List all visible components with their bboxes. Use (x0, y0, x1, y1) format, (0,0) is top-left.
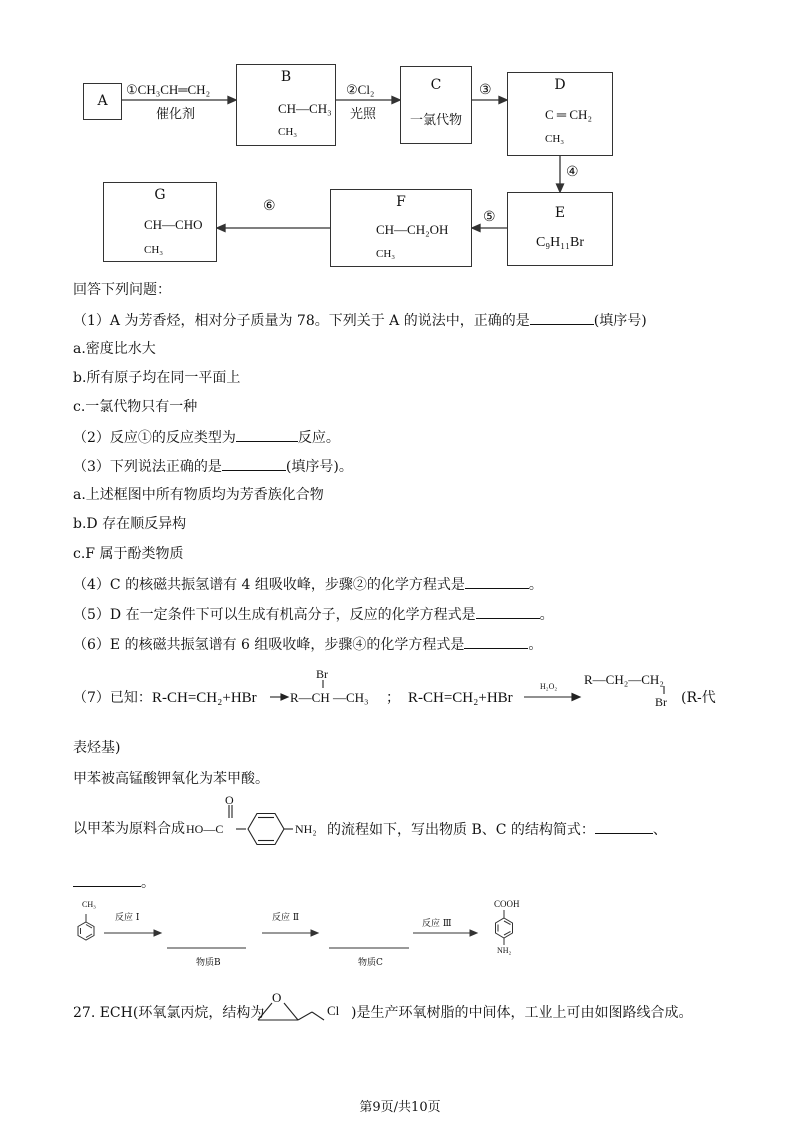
compound-c-desc: 一氯代物 (409, 113, 462, 128)
flow-product-nh2: NH₂ (497, 946, 512, 955)
question-4-tail: 。 (528, 577, 543, 593)
flow-material-c: 物质C (358, 958, 383, 968)
question-6-tail: 。 (528, 637, 543, 653)
q7-eq2-product: R—CH₂—CH₂ (584, 672, 664, 687)
question-7-lead: （7）已知： (73, 690, 152, 706)
q7-line4-tail: 。 (141, 875, 155, 891)
step2-condition: 光照 (350, 107, 377, 122)
compound-f-chain: CH—CH₂OH (376, 222, 449, 237)
q7-line3-text-a: 以甲苯为原料合成 (73, 821, 185, 837)
compound-a-label: A (97, 93, 108, 109)
question-1-text: （1）A 为芳香烃，相对分子质量为 78。下列关于 A 的说法中，正确的是 (73, 313, 530, 329)
q27-text-b: )是生产环氧树脂的中间体，工业上可由如图路线合成。 (351, 1005, 693, 1021)
option-1c: c.一氯代物只有一种 (73, 399, 198, 415)
compound-f-label: F (396, 194, 406, 210)
option-1b: b.所有原子均在同一平面上 (73, 370, 241, 386)
compound-b-methyl: CH₃ (278, 126, 298, 138)
q7-tail: (R-代 (681, 690, 716, 706)
question-2-text: （2）反应①的反应类型为 (73, 430, 236, 446)
option-3b: b.D 存在顺反异构 (73, 516, 187, 532)
q7-line3-comma: 、 (652, 822, 667, 838)
compound-g-label: G (154, 187, 166, 203)
flow-reaction-1: 反应 I (115, 913, 140, 923)
compound-g-chain: CH—CHO (144, 217, 203, 232)
compound-d-chain: C ═ CH₂ (545, 107, 592, 122)
question-6-text: （6）E 的核磁共振氢谱有 6 组吸收峰，步骤④的化学方程式是 (73, 637, 465, 653)
step5-label: ⑤ (483, 209, 496, 225)
compound-b-chain: CH—CH₃ (278, 101, 332, 116)
ech-oxygen: O (272, 990, 282, 1005)
q7-eq1-reactants: R-CH=CH₂+HBr (152, 690, 257, 706)
option-1a: a.密度比水大 (73, 341, 156, 357)
question-5-tail: 。 (539, 607, 554, 623)
compound-f-methyl: CH₃ (376, 248, 396, 260)
question-3-text: （3）下列说法正确的是 (73, 459, 222, 475)
step3-label: ③ (479, 82, 492, 98)
question-4-text: （4）C 的核磁共振氢谱有 4 组吸收峰，步骤②的化学方程式是 (73, 577, 465, 593)
q7-eq1-product-br: Br (316, 667, 328, 681)
option-3a: a.上述框图中所有物质均为芳香族化合物 (73, 487, 324, 503)
q7-eq1-product: R—CH —CH₃ (290, 690, 369, 705)
q7-separator: ； (386, 690, 400, 706)
target-molecule-nh2: NH₂ (295, 822, 317, 836)
page-footer: 第9页/共10页 (359, 1100, 441, 1115)
flow-material-b: 物质B (196, 958, 221, 968)
step6-label: ⑥ (263, 198, 276, 214)
compound-c-label: C (430, 77, 442, 93)
flow-start-methyl: CH₃ (82, 900, 96, 909)
step1-condition: 催化剂 (156, 107, 196, 122)
question-2-tail: 反应。 (297, 430, 340, 446)
option-3c: c.F 属于酚类物质 (73, 546, 184, 562)
q7-line3-text-b-label: 的流程如下，写出物质 B、C 的结构简式： (327, 822, 595, 838)
intro-text: 回答下列问题： (73, 282, 171, 298)
step4-label: ④ (566, 164, 579, 180)
compound-e-formula: C₉H₁₁Br (535, 235, 585, 250)
step2-reagent: ②Cl₂ (346, 82, 375, 97)
compound-d-label: D (554, 77, 566, 93)
flow-reaction-3: 反应 Ⅲ (422, 919, 452, 929)
q7-eq2-condition: H₂O₂ (540, 682, 558, 691)
target-molecule-o: O (225, 793, 234, 807)
q7-toluene-note: 甲苯被高锰酸钾氧化为苯甲酸。 (73, 771, 269, 787)
question-3-tail: (填序号)。 (285, 459, 353, 475)
question-1-tail: (填序号) (593, 313, 647, 329)
target-molecule-left: HO—C (186, 822, 224, 836)
ech-chlorine: Cl (327, 1003, 340, 1018)
compound-b-label: B (280, 69, 292, 85)
question-5-text: （5）D 在一定条件下可以生成有机高分子，反应的化学方程式是 (73, 607, 476, 623)
compound-d-methyl: CH₃ (545, 133, 565, 145)
q27-text-a: 27. ECH(环氧氯丙烷，结构为 (73, 1005, 265, 1021)
q7-tail-line2: 表烃基) (73, 740, 121, 756)
compound-e-label: E (554, 205, 566, 221)
flow-product-cooh: COOH (494, 899, 520, 909)
q7-eq2-reactants: R-CH=CH₂+HBr (408, 690, 513, 706)
step1-reagent: ①CH₃CH═CH₂ (126, 82, 211, 97)
flow-reaction-2: 反应 Ⅱ (272, 913, 299, 923)
compound-g-methyl: CH₃ (144, 244, 164, 256)
q7-eq2-product-br: Br (655, 695, 667, 709)
